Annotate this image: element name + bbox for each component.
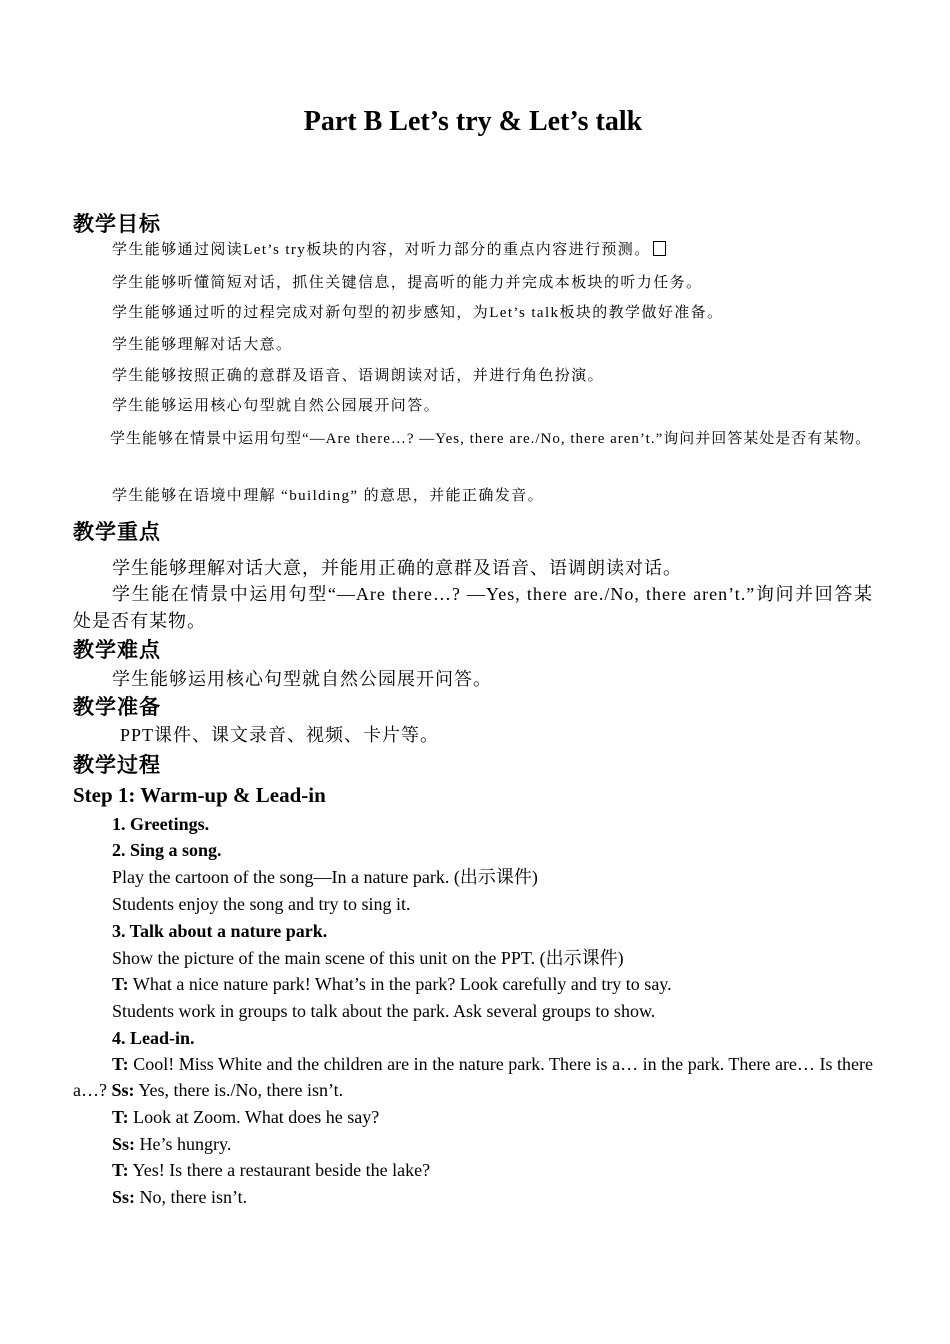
key-point-item: 学生能够理解对话大意，并能用正确的意群及语音、语调朗读对话。 (112, 558, 682, 578)
speaker-label: T: (112, 974, 129, 994)
process-heading: 教学过程 (73, 753, 161, 777)
objectives-heading: 教学目标 (73, 212, 161, 236)
sing-song-line: Students enjoy the song and try to sing it. (112, 894, 411, 914)
speaker-label: T: (112, 1107, 129, 1127)
objective-item: 学生能够理解对话大意。 (112, 337, 293, 353)
objective-item: 学生能够运用核心句型就自然公园展开问答。 (112, 398, 441, 414)
objective-item: 学生能够听懂简短对话，抓住关键信息，提高听的能力并完成本板块的听力任务。 (112, 275, 703, 291)
checkbox-icon (653, 241, 666, 256)
greetings-heading: 1. Greetings. (112, 814, 210, 834)
dialogue-line: T: Look at Zoom. What does he say? (112, 1107, 380, 1127)
talk-park-line: Show the picture of the main scene of this unit on the PPT. (出示课件) (112, 948, 624, 968)
key-points-heading: 教学重点 (73, 520, 161, 544)
page-title: Part B Let’s try & Let’s talk (303, 106, 643, 137)
objective-item: 学生能够通过阅读Let’s try板块的内容，对听力部分的重点内容进行预测。 (112, 239, 882, 261)
talk-park-line: Students work in groups to talk about the park. Ask several groups to show. (112, 1001, 656, 1021)
talk-park-line: T: What a nice nature park! What’s in the park? Look carefully and try to say. (112, 974, 672, 994)
speaker-label: T: (112, 1160, 129, 1180)
dialogue-line: T: Yes! Is there a restaurant beside the lake? (112, 1160, 431, 1180)
step-1-heading: Step 1: Warm-up & Lead-in (73, 783, 326, 807)
objective-item: 学生能够按照正确的意群及语音、语调朗读对话，并进行角色扮演。 (112, 368, 605, 384)
objective-item: 学生能够在情景中运用句型“—Are there…? —Yes, there are./No, there aren’t.”询问并回答某处是否有某物。 (110, 431, 872, 447)
preparation-heading: 教学准备 (73, 695, 161, 719)
difficulties-text: 学生能够运用核心句型就自然公园展开问答。 (112, 669, 492, 689)
sing-song-heading: 2. Sing a song. (112, 840, 222, 860)
speaker-label: Ss: (112, 1134, 136, 1154)
speaker-label: Ss: (111, 1080, 135, 1100)
talk-park-heading: 3. Talk about a nature park. (112, 921, 328, 941)
sing-song-line: Play the cartoon of the song—In a nature park. (出示课件) (112, 867, 538, 887)
objective-item: 学生能够通过听的过程完成对新句型的初步感知，为Let’s talk板块的教学做好准备。 (112, 305, 724, 321)
objective-item: 学生能够在语境中理解 “building” 的意思，并能正确发音。 (112, 488, 545, 504)
dialogue-line: Ss: He’s hungry. (112, 1134, 232, 1154)
preparation-text: PPT课件、课文录音、视频、卡片等。 (120, 725, 440, 745)
speaker-label: Ss: (112, 1187, 136, 1207)
lead-in-heading: 4. Lead-in. (112, 1028, 195, 1048)
dialogue-line: Ss: No, there isn’t. (112, 1187, 248, 1207)
dialogue-line: T: Cool! Miss White and the children are in the nature park. There is a… in the park. There are… Is there a…? Ss: Yes, there is./No, there isn’t. (73, 1054, 873, 1100)
speaker-label: T: (112, 1054, 129, 1074)
difficulties-heading: 教学难点 (73, 638, 161, 662)
key-point-item: 学生能在情景中运用句型“—Are there…? —Yes, there are./No, there aren’t.”询问并回答某处是否有某物。 (73, 584, 873, 631)
